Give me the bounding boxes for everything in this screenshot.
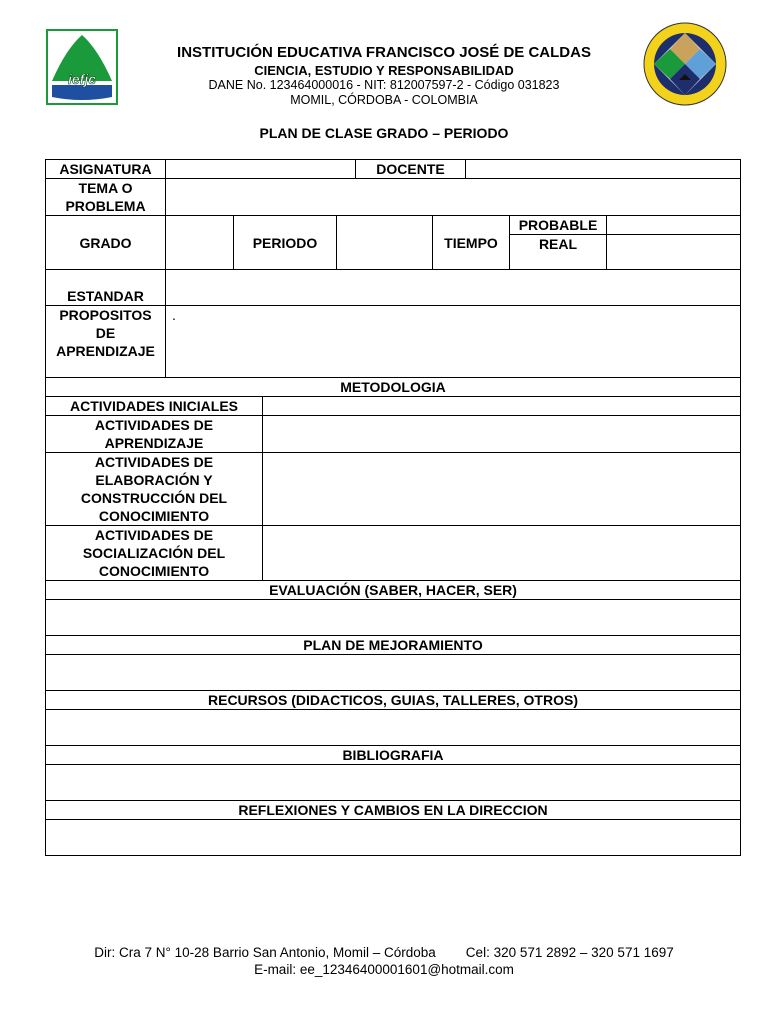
act-elaboracion-label: ACTIVIDADES DE ELABORACIÓN Y CONSTRUCCIÓN DEL CONOCIMIENTO <box>46 453 263 526</box>
periodo-label: PERIODO <box>234 216 337 270</box>
asignatura-label: ASIGNATURA <box>46 160 166 179</box>
school-location: MOMIL, CÓRDOBA - COLOMBIA <box>290 93 478 107</box>
evaluacion-field[interactable] <box>46 600 741 636</box>
form-title: PLAN DE CLASE GRADO – PERIODO <box>259 125 509 141</box>
school-logo <box>46 29 118 105</box>
probable-field[interactable] <box>607 216 741 235</box>
reflexiones-field[interactable] <box>46 820 741 856</box>
lesson-plan-form <box>45 159 741 856</box>
school-name: INSTITUCIÓN EDUCATIVA FRANCISCO JOSÉ DE CALDAS <box>177 44 591 61</box>
act-aprendizaje-label: ACTIVIDADES DE APRENDIZAJE <box>46 416 263 453</box>
recursos-header: RECURSOS (DIDACTICOS, GUIAS, TALLERES, OTROS) <box>46 691 741 710</box>
logo-text: iefjc <box>67 71 97 87</box>
periodo-field[interactable] <box>337 216 433 270</box>
school-seal <box>643 22 727 106</box>
propositos-field[interactable]: . <box>166 306 741 378</box>
estandar-field[interactable] <box>166 270 741 306</box>
probable-label: PROBABLE <box>510 216 607 235</box>
propositos-label: PROPOSITOS DE APRENDIZAJE <box>46 306 166 378</box>
act-aprendizaje-field[interactable] <box>263 416 741 453</box>
real-label: REAL <box>510 235 607 270</box>
act-elaboracion-field[interactable] <box>263 453 741 526</box>
bibliografia-header: BIBLIOGRAFIA <box>46 746 741 765</box>
grado-label: GRADO <box>46 216 166 270</box>
grado-field[interactable] <box>166 216 234 270</box>
docente-label: DOCENTE <box>356 160 466 179</box>
recursos-field[interactable] <box>46 710 741 746</box>
bibliografia-field[interactable] <box>46 765 741 801</box>
school-motto: CIENCIA, ESTUDIO Y RESPONSABILIDAD <box>254 63 514 78</box>
school-ids: DANE No. 123464000016 - NIT: 812007597-2 - Código 031823 <box>208 78 560 92</box>
plan-mejoramiento-header: PLAN DE MEJORAMIENTO <box>46 636 741 655</box>
act-socializacion-field[interactable] <box>263 526 741 581</box>
docente-field[interactable] <box>466 160 741 179</box>
metodologia-header: METODOLOGIA <box>46 378 741 397</box>
act-iniciales-label: ACTIVIDADES INICIALES <box>46 397 263 416</box>
real-field[interactable] <box>607 235 741 270</box>
evaluacion-header: EVALUACIÓN (SABER, HACER, SER) <box>46 581 741 600</box>
footer-address: Dir: Cra 7 N° 10-28 Barrio San Antonio, Momil – Córdoba Cel: 320 571 2892 – 320 571 1697 <box>94 945 674 960</box>
asignatura-field[interactable] <box>166 160 356 179</box>
reflexiones-header: REFLEXIONES Y CAMBIOS EN LA DIRECCION <box>46 801 741 820</box>
act-iniciales-field[interactable] <box>263 397 741 416</box>
act-socializacion-label: ACTIVIDADES DE SOCIALIZACIÓN DEL CONOCIMIENTO <box>46 526 263 581</box>
tema-label: TEMA O PROBLEMA <box>46 179 166 216</box>
plan-mejoramiento-field[interactable] <box>46 655 741 691</box>
footer-email[interactable]: E-mail: ee_12346400001601@hotmail.com <box>254 962 514 977</box>
tema-field[interactable] <box>166 179 741 216</box>
tiempo-label: TIEMPO <box>433 216 510 270</box>
estandar-label: ESTANDAR <box>46 270 166 306</box>
